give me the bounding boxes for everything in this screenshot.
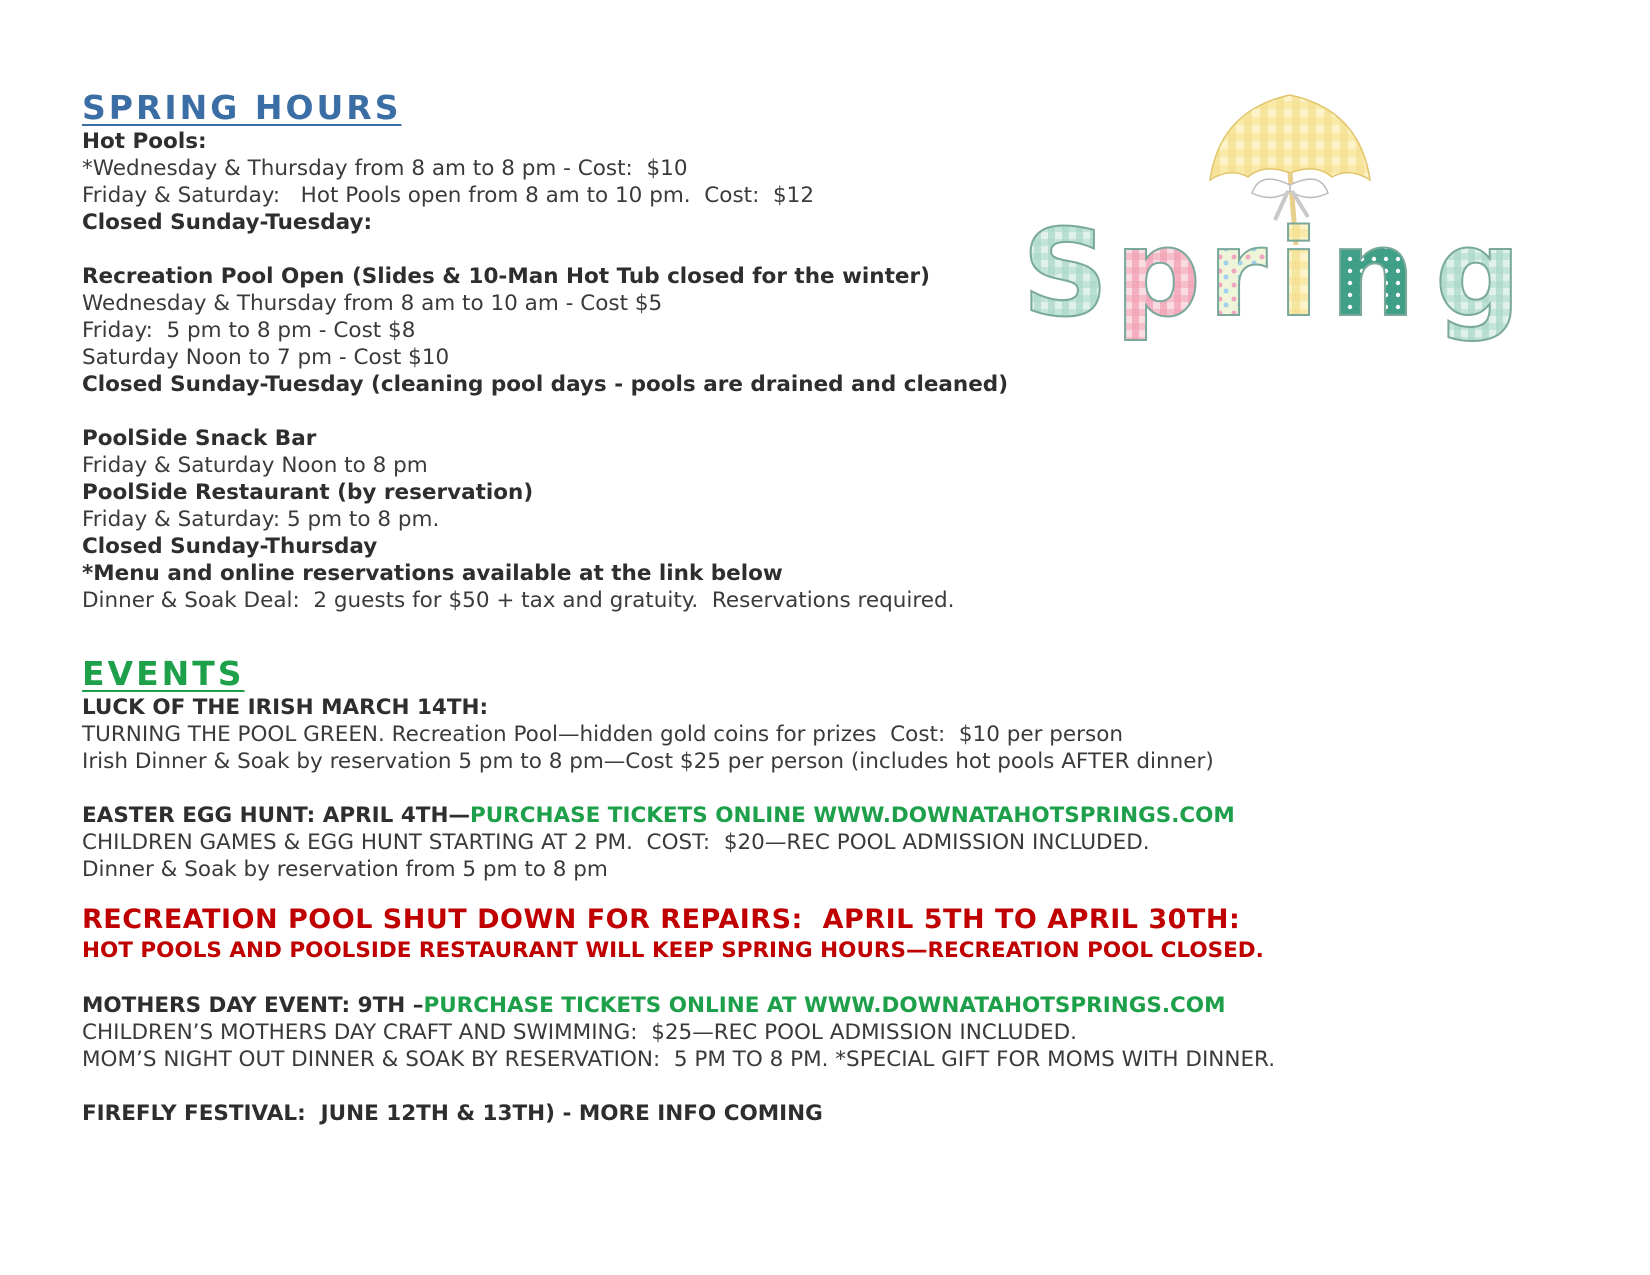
dinner-deal: Dinner & Soak Deal: 2 guests for $50 + tax and gratuity. Reservations required.: [82, 588, 955, 613]
rec-pool-label: Recreation Pool Open (Slides & 10-Man Hot Tub closed for the winter): [82, 264, 930, 289]
art-letter-s: S: [1022, 205, 1109, 344]
art-letter-p: p: [1115, 205, 1201, 344]
restaurant-closed: Closed Sunday-Thursday: [82, 534, 378, 559]
restaurant-label: PoolSide Restaurant (by reservation): [82, 480, 534, 505]
irish-event-label: LUCK OF THE IRISH MARCH 14TH:: [82, 695, 489, 720]
easter-event-title: [82, 802, 1582, 829]
hot-pools-weekend-hours: Friday & Saturday: Hot Pools open from 8 am to 10 pm. Cost: $12: [82, 183, 815, 208]
rec-pool-hours-3: Saturday Noon to 7 pm - Cost $10: [82, 345, 450, 370]
hot-pools-closed: Closed Sunday-Tuesday:: [82, 210, 373, 235]
easter-event-line-2: Dinner & Soak by reservation from 5 pm to 8 pm: [82, 857, 608, 882]
easter-event-label: EASTER EGG HUNT: APRIL 4TH—: [82, 803, 470, 828]
repair-notice-sub: HOT POOLS AND POOLSIDE RESTAURANT WILL KEEP SPRING HOURS—RECREATION POOL CLOSED.: [82, 938, 1264, 963]
snack-bar-hours: Friday & Saturday Noon to 8 pm: [82, 453, 428, 478]
art-letter-n: n: [1330, 205, 1416, 344]
art-letter-i: i: [1278, 205, 1320, 344]
mothers-day-line-2: MOM’S NIGHT OUT DINNER & SOAK BY RESERVATION: 5 PM TO 8 PM. *SPECIAL GIFT FOR MOMS WITH DINNER.: [82, 1047, 1276, 1072]
events-heading: EVENTS: [82, 654, 245, 693]
rec-pool-closed: Closed Sunday-Tuesday (cleaning pool days - pools are drained and cleaned): [82, 372, 1009, 397]
mothers-day-label: MOTHERS DAY EVENT: 9TH –: [82, 993, 424, 1018]
art-letter-g: g: [1435, 205, 1521, 344]
easter-event-line-1: CHILDREN GAMES & EGG HUNT STARTING AT 2 PM. COST: $20—REC POOL ADMISSION INCLUDED.: [82, 830, 1150, 855]
irish-event-line-1: TURNING THE POOL GREEN. Recreation Pool—hidden gold coins for prizes Cost: $10 per person: [82, 722, 1123, 747]
restaurant-hours: Friday & Saturday: 5 pm to 8 pm.: [82, 507, 440, 532]
firefly-festival: FIREFLY FESTIVAL: JUNE 12TH & 13TH) - MORE INFO COMING: [82, 1101, 823, 1126]
rec-pool-hours-2: Friday: 5 pm to 8 pm - Cost $8: [82, 318, 416, 343]
hot-pools-weekday-hours: *Wednesday & Thursday from 8 am to 8 pm - Cost: $10: [82, 156, 688, 181]
repair-notice-title: RECREATION POOL SHUT DOWN FOR REPAIRS: APRIL 5TH TO APRIL 30TH:: [82, 904, 1241, 935]
menu-note: *Menu and online reservations available at the link below: [82, 561, 783, 586]
mothers-day-title: [82, 992, 1582, 1019]
mothers-day-tickets-link[interactable]: PURCHASE TICKETS ONLINE AT WWW.DOWNATAHOTSPRINGS.COM: [423, 993, 1226, 1018]
spring-hours-heading: SPRING HOURS: [82, 88, 402, 127]
mothers-day-line-1: CHILDREN’S MOTHERS DAY CRAFT AND SWIMMING: $25—REC POOL ADMISSION INCLUDED.: [82, 1020, 1077, 1045]
snack-bar-label: PoolSide Snack Bar: [82, 426, 317, 451]
irish-event-line-2: Irish Dinner & Soak by reservation 5 pm to 8 pm—Cost $25 per person (includes hot pools AFTER dinner): [82, 749, 1214, 774]
spring-umbrella-art: [1020, 85, 1580, 345]
rec-pool-hours-1: Wednesday & Thursday from 8 am to 10 am - Cost $5: [82, 291, 663, 316]
hot-pools-label: Hot Pools:: [82, 129, 207, 154]
easter-tickets-link[interactable]: PURCHASE TICKETS ONLINE WWW.DOWNATAHOTSPRINGS.COM: [469, 803, 1235, 828]
art-letter-r: r: [1208, 205, 1268, 344]
